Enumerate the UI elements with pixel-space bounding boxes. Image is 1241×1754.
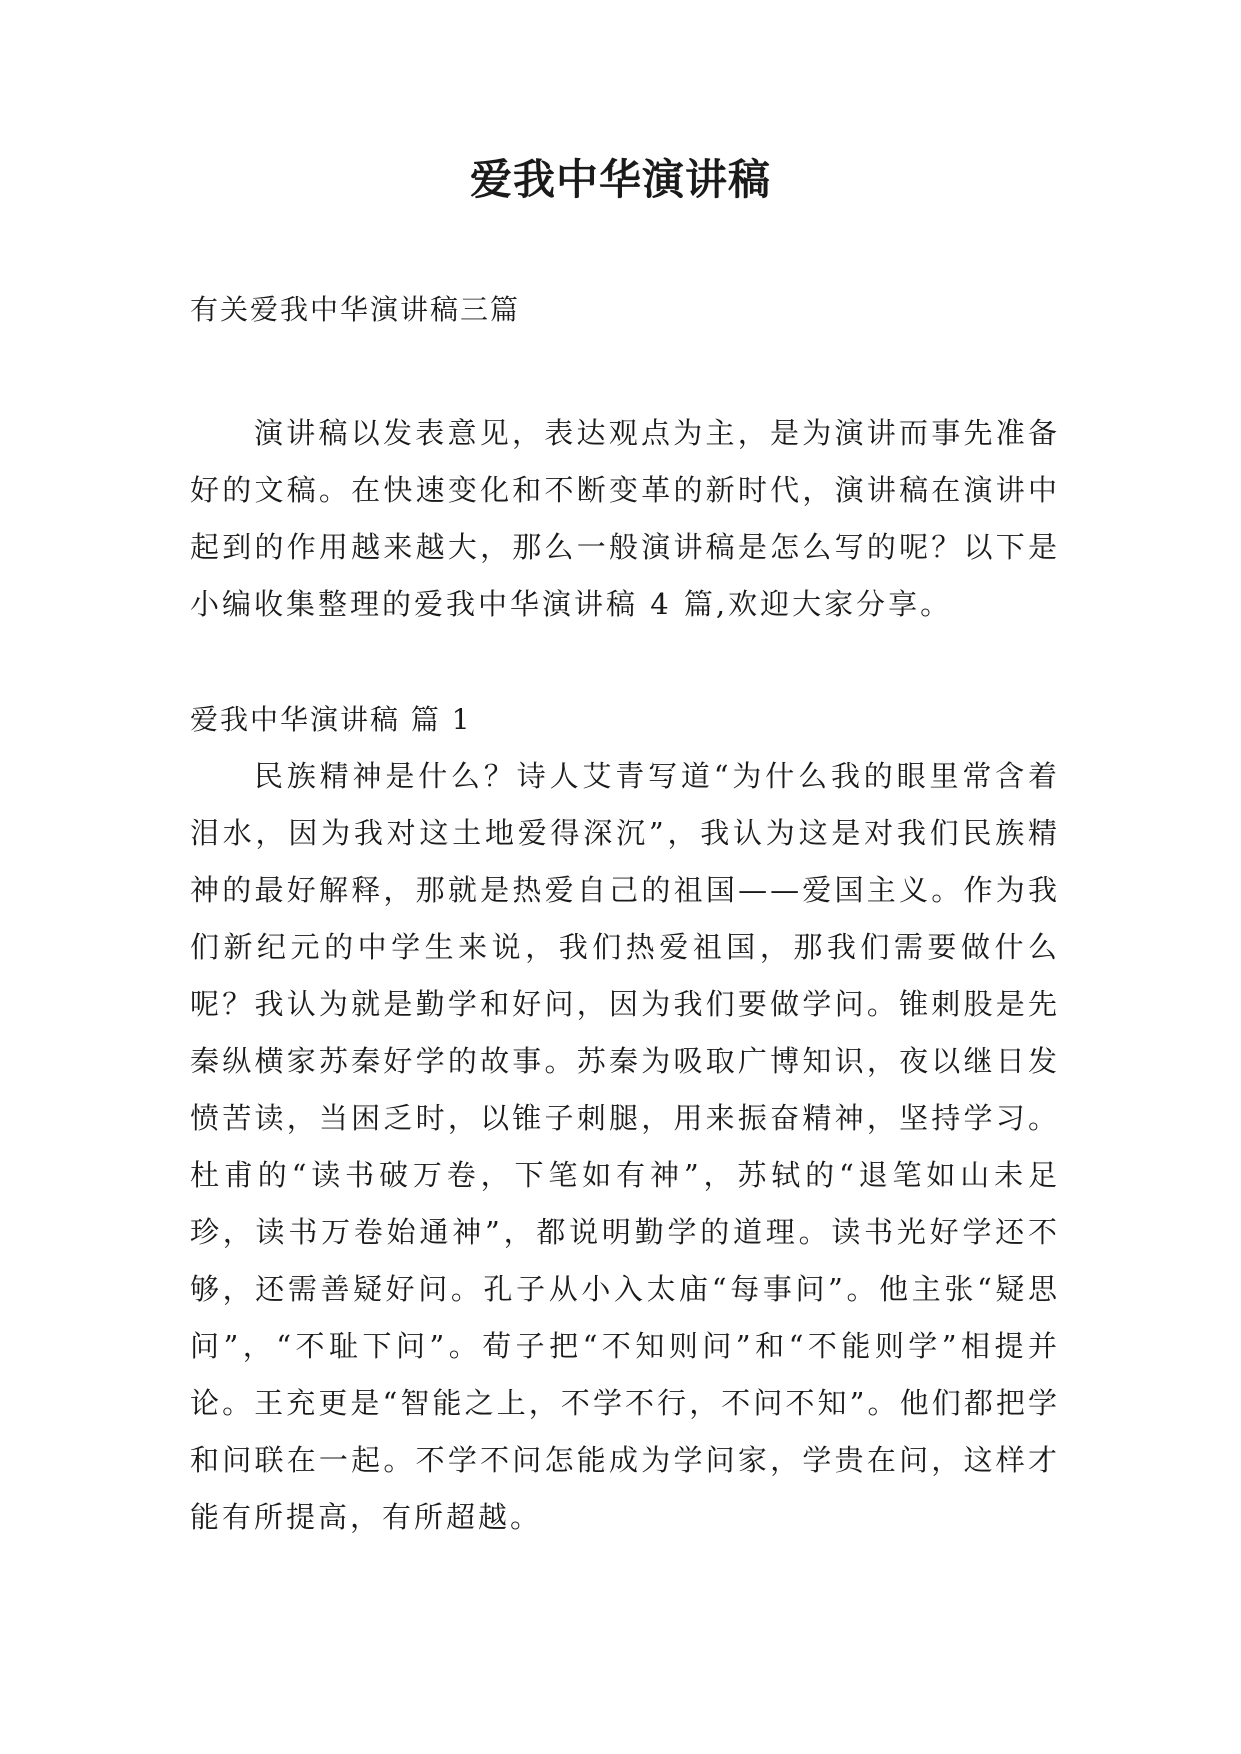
document-subtitle: 有关爱我中华演讲稿三篇	[190, 293, 521, 326]
section-heading: 爱我中华演讲稿 篇 1	[190, 703, 472, 736]
intro-paragraph: 演讲稿以发表意见，表达观点为主，是为演讲而事先准备好的文稿。在快速变化和不断变革的新时代，演讲稿在演讲中起到的作用越来越大，那么一般演讲稿是怎么写的呢？以下是小编收集整理的爱我中华演讲稿 4 篇,欢迎大家分享。	[190, 416, 1060, 621]
section-paragraph: 民族精神是什么？诗人艾青写道“为什么我的眼里常含着泪水，因为我对这土地爱得深沉”，我认为这是对我们民族精神的最好解释，那就是热爱自己的祖国——爱国主义。作为我们新纪元的中学生来说，我们热爱祖国，那我们需要做什么呢？我认为就是勤学和好问，因为我们要做学问。锥刺股是先秦纵横家苏秦好学的故事。苏秦为吸取广博知识，夜以继日发愤苦读，当困乏时，以锥子刺腿，用来振奋精神，坚持学习。杜甫的“读书破万卷，下笔如有神”，苏轼的“退笔如山未足珍，读书万卷始通神”，都说明勤学的道理。读书光好学还不够，还需善疑好问。孔子从小入太庙“每事问”。他主张“疑思问”，“不耻下问”。荀子把“不知则问”和“不能则学”相提并论。王充更是“智能之上，不学不行，不问不知”。他们都把学和问联在一起。不学不问怎能成为学问家，学贵在问，这样才能有所提高，有所超越。	[190, 759, 1060, 1534]
page-title: 爱我中华演讲稿	[469, 155, 771, 204]
